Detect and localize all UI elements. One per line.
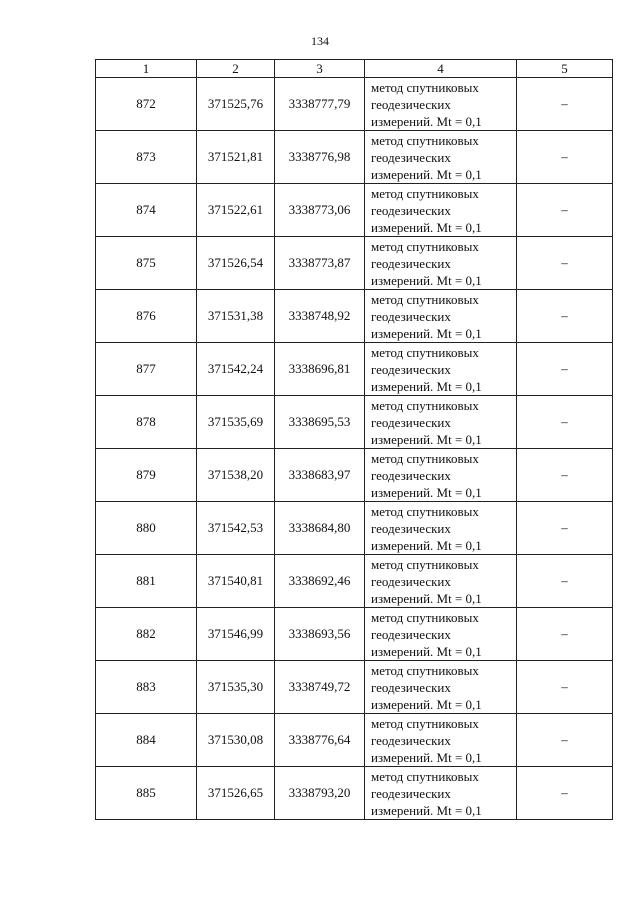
method-line: измерений. Mt = 0,1: [371, 590, 482, 606]
method-cell: [365, 78, 517, 131]
point-number-cell: 877: [96, 343, 197, 396]
table-row: [96, 343, 613, 396]
x-coordinate-cell: 371522,61: [197, 184, 275, 237]
method-line: измерений. Mt = 0,1: [371, 113, 482, 129]
method-cell: [365, 237, 517, 290]
header-col-3: 3: [275, 60, 365, 78]
note-cell: –: [517, 555, 613, 608]
method-line: измерений. Mt = 0,1: [371, 431, 482, 447]
method-line: геодезических: [371, 573, 451, 589]
note-cell: –: [517, 449, 613, 502]
table-row: [96, 714, 613, 767]
point-number-cell: 881: [96, 555, 197, 608]
method-cell: [365, 608, 517, 661]
method-cell: [365, 767, 517, 820]
table-row: [96, 661, 613, 714]
note-cell: –: [517, 502, 613, 555]
note-cell: –: [517, 290, 613, 343]
method-line: измерений. Mt = 0,1: [371, 749, 482, 765]
note-cell: –: [517, 661, 613, 714]
note-cell: –: [517, 131, 613, 184]
table-row: [96, 184, 613, 237]
point-number-cell: 885: [96, 767, 197, 820]
table-row: [96, 131, 613, 184]
method-line: геодезических: [371, 361, 451, 377]
x-coordinate-cell: 371521,81: [197, 131, 275, 184]
method-line: геодезических: [371, 467, 451, 483]
table-row: [96, 555, 613, 608]
coordinates-table: [95, 59, 613, 820]
x-coordinate-cell: 371538,20: [197, 449, 275, 502]
table-row: [96, 396, 613, 449]
note-cell: –: [517, 237, 613, 290]
method-line: измерений. Mt = 0,1: [371, 484, 482, 500]
method-cell: [365, 184, 517, 237]
method-cell: [365, 131, 517, 184]
method-line: измерений. Mt = 0,1: [371, 378, 482, 394]
point-number-cell: 883: [96, 661, 197, 714]
method-line: геодезических: [371, 732, 451, 748]
y-coordinate-cell: 3338776,64: [275, 714, 365, 767]
method-cell: [365, 343, 517, 396]
note-cell: –: [517, 396, 613, 449]
y-coordinate-cell: 3338696,81: [275, 343, 365, 396]
point-number-cell: 878: [96, 396, 197, 449]
table-body: [96, 78, 613, 820]
method-line: геодезических: [371, 308, 451, 324]
header-col-4: 4: [365, 60, 517, 78]
method-line: метод спутниковых: [371, 715, 479, 731]
method-line: геодезических: [371, 149, 451, 165]
method-line: метод спутниковых: [371, 238, 479, 254]
table-row: [96, 449, 613, 502]
x-coordinate-cell: 371526,65: [197, 767, 275, 820]
method-line: измерений. Mt = 0,1: [371, 219, 482, 235]
point-number-cell: 879: [96, 449, 197, 502]
table-row: [96, 290, 613, 343]
x-coordinate-cell: 371546,99: [197, 608, 275, 661]
method-line: метод спутниковых: [371, 450, 479, 466]
y-coordinate-cell: 3338773,06: [275, 184, 365, 237]
y-coordinate-cell: 3338793,20: [275, 767, 365, 820]
method-line: геодезических: [371, 679, 451, 695]
point-number-cell: 873: [96, 131, 197, 184]
method-line: метод спутниковых: [371, 79, 479, 95]
y-coordinate-cell: 3338695,53: [275, 396, 365, 449]
method-line: геодезических: [371, 520, 451, 536]
method-line: метод спутниковых: [371, 662, 479, 678]
method-line: измерений. Mt = 0,1: [371, 643, 482, 659]
y-coordinate-cell: 3338693,56: [275, 608, 365, 661]
method-line: метод спутниковых: [371, 609, 479, 625]
table-row: [96, 767, 613, 820]
method-line: измерений. Mt = 0,1: [371, 325, 482, 341]
method-line: измерений. Mt = 0,1: [371, 802, 482, 818]
method-cell: [365, 502, 517, 555]
method-line: геодезических: [371, 626, 451, 642]
method-line: измерений. Mt = 0,1: [371, 166, 482, 182]
table-row: [96, 608, 613, 661]
y-coordinate-cell: 3338692,46: [275, 555, 365, 608]
method-cell: [365, 555, 517, 608]
x-coordinate-cell: 371540,81: [197, 555, 275, 608]
point-number-cell: 872: [96, 78, 197, 131]
note-cell: –: [517, 714, 613, 767]
header-col-5: 5: [517, 60, 613, 78]
x-coordinate-cell: 371525,76: [197, 78, 275, 131]
method-line: метод спутниковых: [371, 185, 479, 201]
method-line: метод спутниковых: [371, 132, 479, 148]
method-line: метод спутниковых: [371, 397, 479, 413]
method-line: геодезических: [371, 785, 451, 801]
method-line: измерений. Mt = 0,1: [371, 272, 482, 288]
header-col-2: 2: [197, 60, 275, 78]
table-header: [96, 60, 613, 78]
x-coordinate-cell: 371542,24: [197, 343, 275, 396]
note-cell: –: [517, 343, 613, 396]
method-line: метод спутниковых: [371, 344, 479, 360]
y-coordinate-cell: 3338749,72: [275, 661, 365, 714]
method-line: измерений. Mt = 0,1: [371, 696, 482, 712]
page-number: 134: [311, 34, 329, 48]
note-cell: –: [517, 184, 613, 237]
x-coordinate-cell: 371535,69: [197, 396, 275, 449]
note-cell: –: [517, 767, 613, 820]
x-coordinate-cell: 371531,38: [197, 290, 275, 343]
y-coordinate-cell: 3338773,87: [275, 237, 365, 290]
x-coordinate-cell: 371535,30: [197, 661, 275, 714]
point-number-cell: 882: [96, 608, 197, 661]
point-number-cell: 876: [96, 290, 197, 343]
method-line: метод спутниковых: [371, 503, 479, 519]
table-row: [96, 78, 613, 131]
header-row: [96, 60, 613, 78]
table-row: [96, 502, 613, 555]
method-cell: [365, 290, 517, 343]
y-coordinate-cell: 3338776,98: [275, 131, 365, 184]
method-line: геодезических: [371, 414, 451, 430]
method-line: геодезических: [371, 202, 451, 218]
x-coordinate-cell: 371526,54: [197, 237, 275, 290]
method-line: метод спутниковых: [371, 556, 479, 572]
header-col-1: 1: [96, 60, 197, 78]
x-coordinate-cell: 371542,53: [197, 502, 275, 555]
y-coordinate-cell: 3338748,92: [275, 290, 365, 343]
method-cell: [365, 396, 517, 449]
note-cell: –: [517, 608, 613, 661]
method-line: метод спутниковых: [371, 768, 479, 784]
method-cell: [365, 449, 517, 502]
x-coordinate-cell: 371530,08: [197, 714, 275, 767]
table-row: [96, 237, 613, 290]
method-line: метод спутниковых: [371, 291, 479, 307]
note-cell: –: [517, 78, 613, 131]
point-number-cell: 884: [96, 714, 197, 767]
point-number-cell: 874: [96, 184, 197, 237]
point-number-cell: 880: [96, 502, 197, 555]
point-number-cell: 875: [96, 237, 197, 290]
y-coordinate-cell: 3338684,80: [275, 502, 365, 555]
method-line: геодезических: [371, 255, 451, 271]
y-coordinate-cell: 3338777,79: [275, 78, 365, 131]
y-coordinate-cell: 3338683,97: [275, 449, 365, 502]
method-line: геодезических: [371, 96, 451, 112]
method-cell: [365, 714, 517, 767]
method-cell: [365, 661, 517, 714]
method-line: измерений. Mt = 0,1: [371, 537, 482, 553]
